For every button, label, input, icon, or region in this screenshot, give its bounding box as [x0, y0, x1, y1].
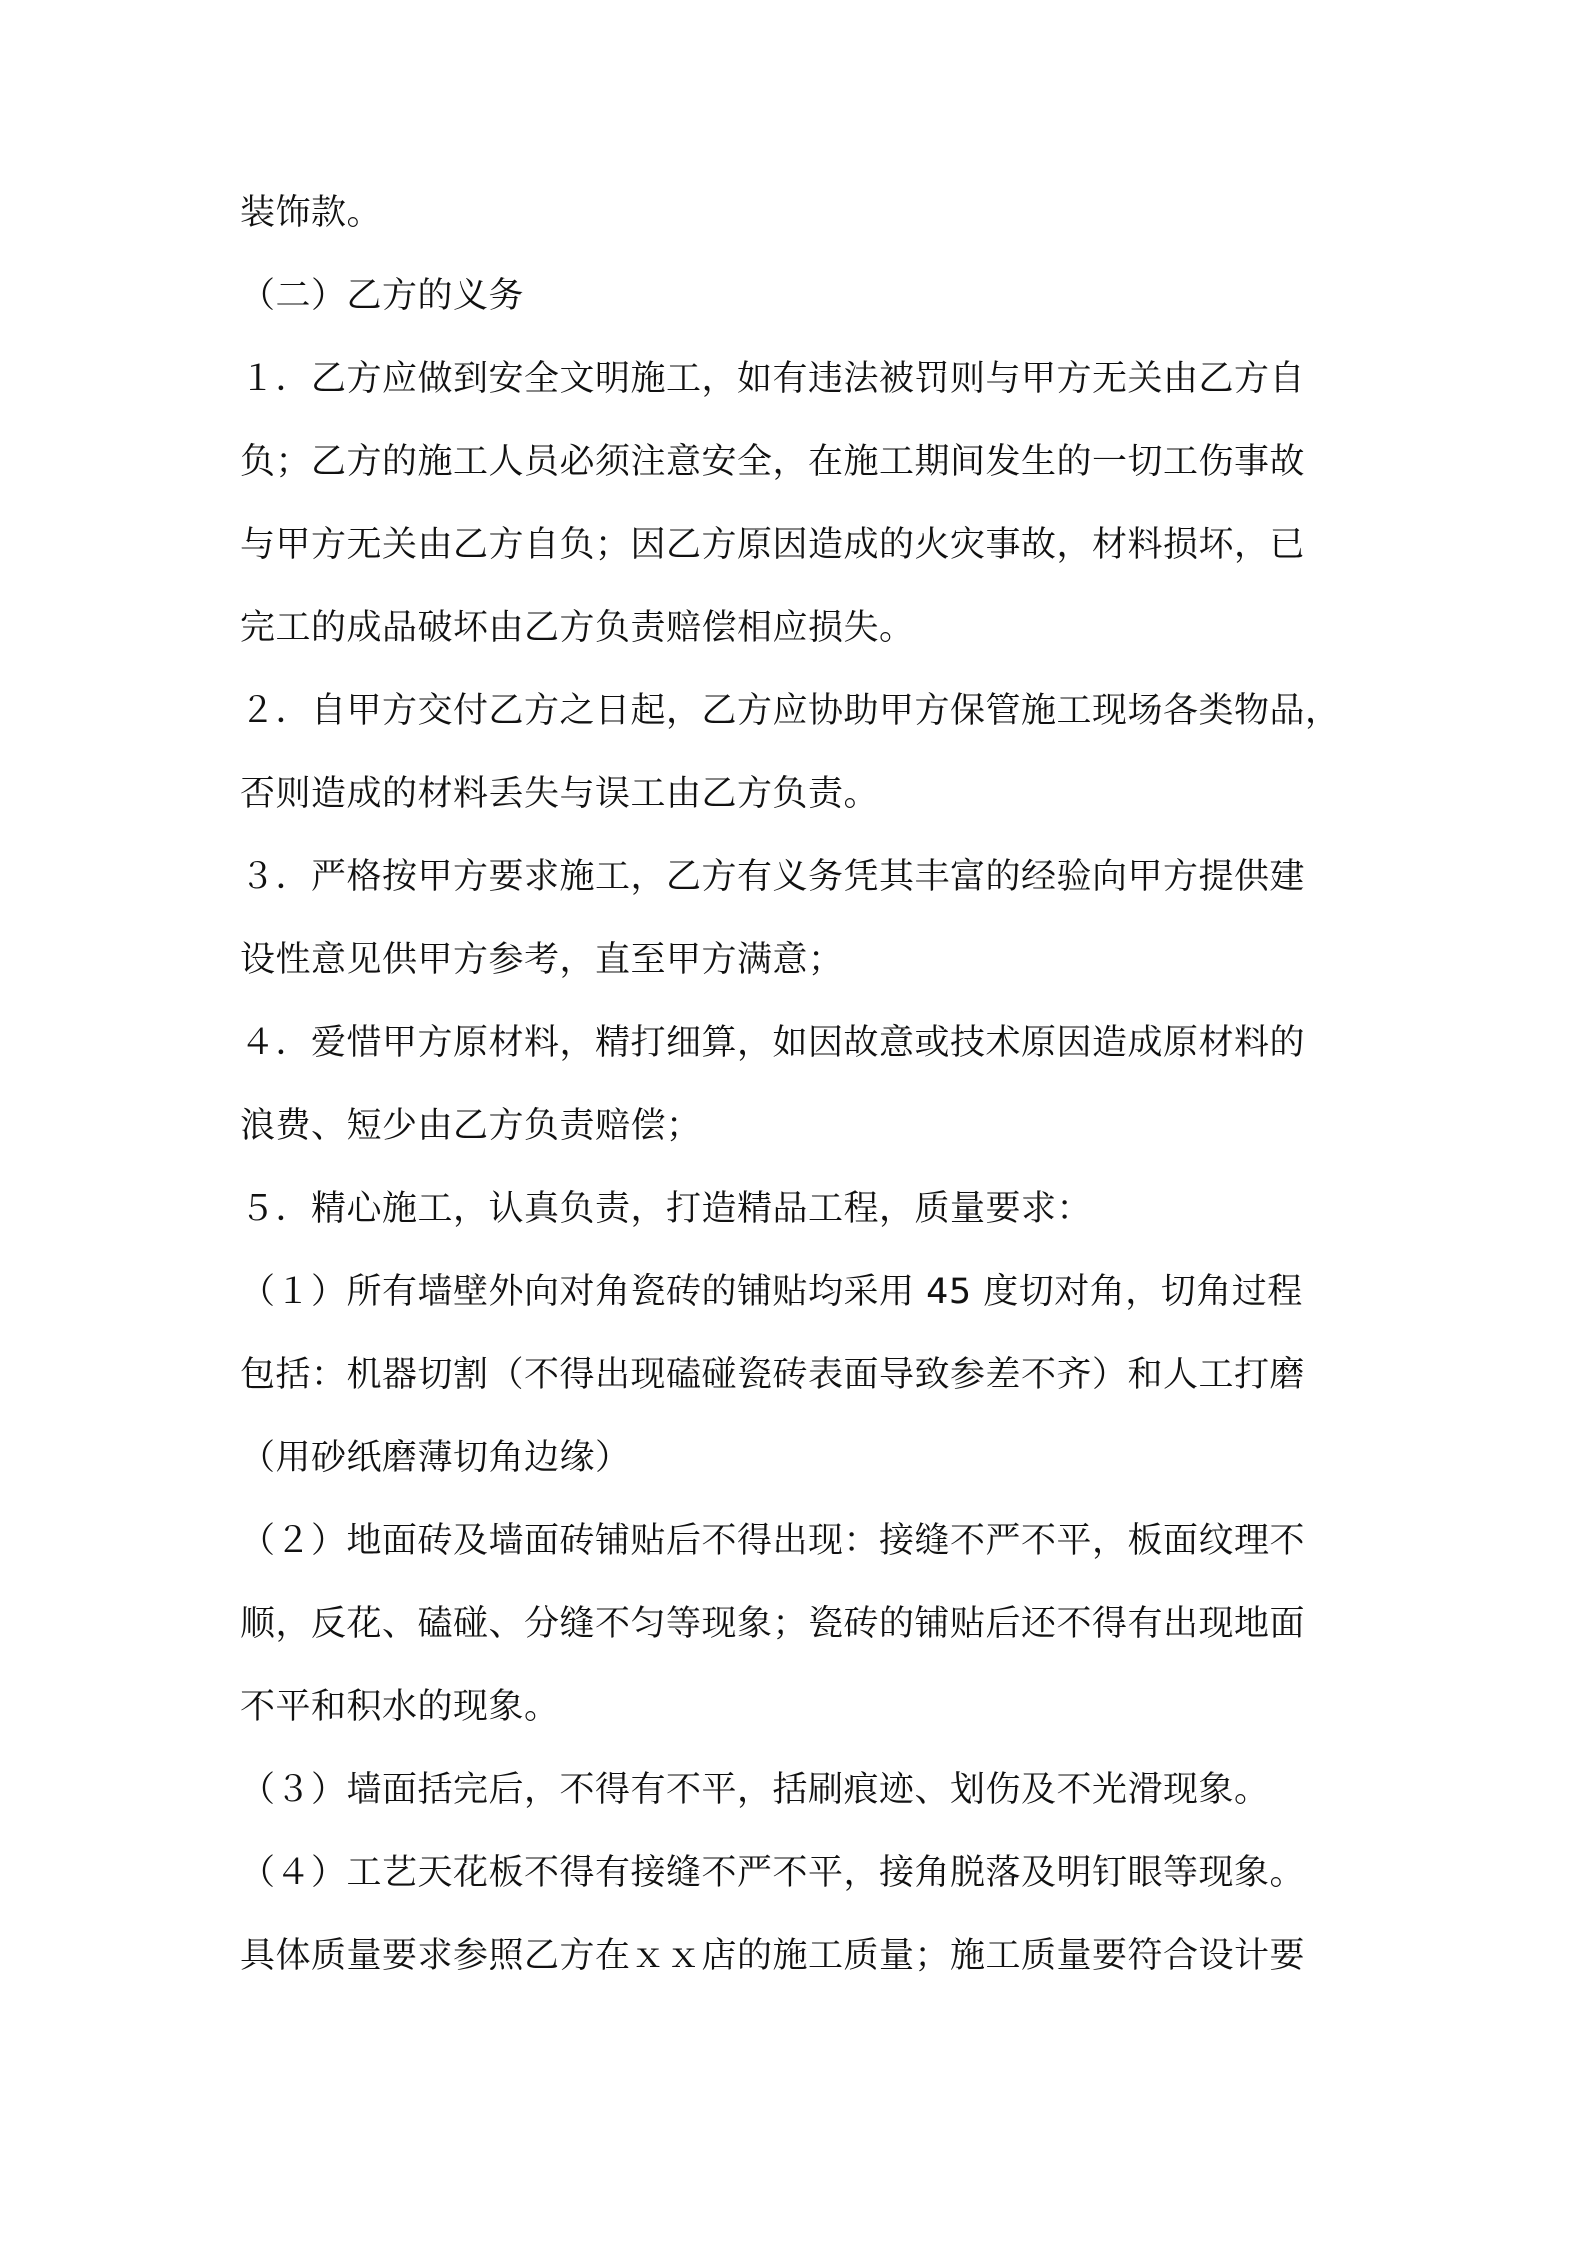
text-line: 顺，反花、磕碰、分缝不匀等现象；瓷砖的铺贴后还不得有出现地面 [240, 1604, 1306, 1644]
text-line: 不平和积水的现象。 [240, 1687, 560, 1727]
text-line: 设性意见供甲方参考，直至甲方满意； [240, 940, 844, 980]
text-line: 浪费、短少由乙方负责赔偿； [240, 1106, 702, 1146]
text-line: ３．严格按甲方要求施工，乙方有义务凭其丰富的经验向甲方提供建 [240, 857, 1306, 897]
text-line: 负；乙方的施工人员必须注意安全，在施工期间发生的一切工伤事故 [240, 442, 1306, 482]
text-line: １．乙方应做到安全文明施工，如有违法被罚则与甲方无关由乙方自 [240, 359, 1306, 399]
text-line: 具体质量要求参照乙方在ｘｘ店的施工质量；施工质量要符合设计要 [240, 1936, 1306, 1976]
text-line: 否则造成的材料丢失与误工由乙方负责。 [240, 774, 880, 814]
text-line: （２）地面砖及墙面砖铺贴后不得出现：接缝不严不平，板面纹理不 [240, 1521, 1306, 1561]
text-line: （用砂纸磨薄切角边缘） [240, 1438, 631, 1478]
text-line: ５．精心施工，认真负责，打造精品工程，质量要求： [240, 1189, 1093, 1229]
text-line: （１）所有墙壁外向对角瓷砖的铺贴均采用 45 度切对角，切角过程 [240, 1272, 1303, 1312]
text-line: 装饰款。 [240, 193, 383, 233]
text-line: ２．自甲方交付乙方之日起，乙方应协助甲方保管施工现场各类物品， [240, 691, 1341, 731]
text-line: 包括：机器切割（不得出现磕碰瓷砖表面导致参差不齐）和人工打磨 [240, 1355, 1306, 1395]
text-line: 与甲方无关由乙方自负；因乙方原因造成的火灾事故，材料损坏，已 [240, 525, 1306, 565]
text-line: （３）墙面括完后，不得有不平，括刷痕迹、划伤及不光滑现象。 [240, 1770, 1270, 1810]
text-line: （４）工艺天花板不得有接缝不严不平，接角脱落及明钉眼等现象。 [240, 1853, 1306, 1893]
text-line: ４．爱惜甲方原材料，精打细算，如因故意或技术原因造成原材料的 [240, 1023, 1306, 1063]
section-heading: （二）乙方的义务 [240, 276, 525, 316]
text-line: 完工的成品破坏由乙方负责赔偿相应损失。 [240, 608, 915, 648]
